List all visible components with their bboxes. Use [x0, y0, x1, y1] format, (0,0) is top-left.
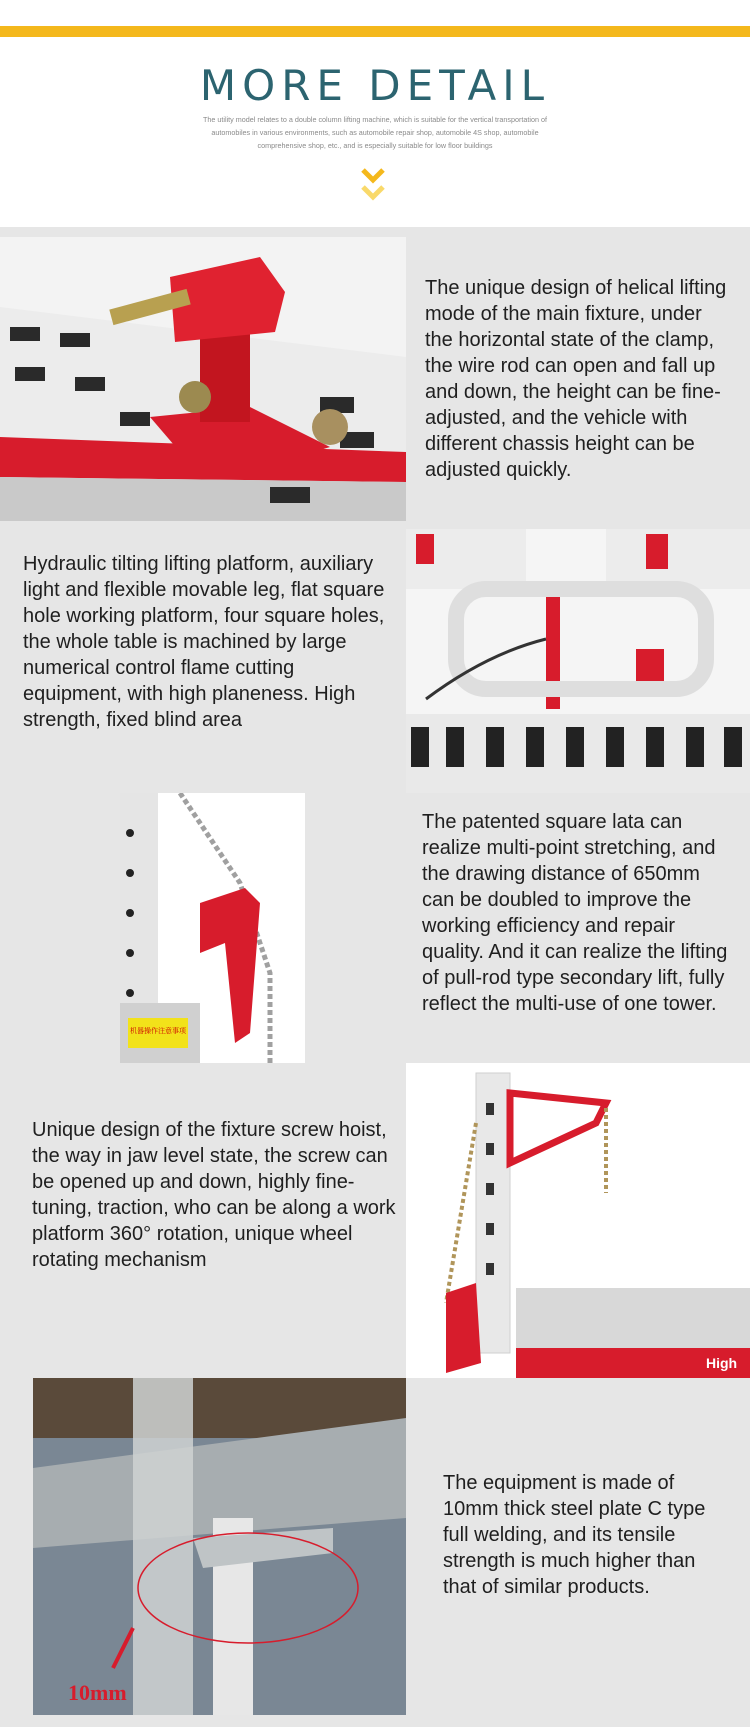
top-accent-bar [0, 26, 750, 37]
detail-row-5 [0, 1378, 750, 1727]
section-header [0, 37, 750, 227]
chevron-down-icon [360, 167, 386, 211]
tower-hoist-photo [406, 1063, 750, 1378]
brand-mark: High [706, 1355, 738, 1371]
header-description: The utility model relates to a double column lifting machine, which is suitable for the vertical transportation of automobiles in various environments, such as automobile repair shop, automobile 4S shop, automobile comprehensive shop, etc., and is especially suitable for low floor buildings [203, 115, 547, 150]
section-text: The unique design of helical lifting mode of the main fixture, under the horizontal state of the clamp, the wire rod can open and fall up and down, the height can be fine-adjusted, and the vehicle with different chassis height can be adjusted quickly. [425, 277, 727, 481]
steel-plate-caliper-photo [33, 1378, 406, 1715]
detail-row-3 [0, 793, 750, 1063]
detail-row-2 [0, 521, 750, 793]
section-text: The patented square lata can realize multi-point stretching, and the drawing distance of 650mm can be doubled to improve the working efficiency and repair quality. And it can realize the lifting of pull-rod type secondary lift, fully reflect the multi-use of one tower. [422, 811, 728, 1015]
section-text: Hydraulic tilting lifting platform, auxiliary light and flexible movable leg, flat square hole working platform, four square holes, the whole table is machined by large numerical control flame cutting equipment, with high planeness. High strength, fixed blind area [23, 553, 385, 731]
detail-row-1 [0, 227, 750, 521]
tower-chain-photo [120, 793, 305, 1063]
thickness-label: 10mm [68, 1680, 127, 1705]
warning-label: 机器操作注意事项 [130, 1027, 186, 1035]
clamp-fixture-photo [0, 237, 406, 521]
section-text: The equipment is made of 10mm thick steel plate C type full welding, and its tensile strength is much higher than that of similar products. [443, 1472, 706, 1598]
detail-row-4 [0, 1063, 750, 1378]
page-title: MORE DETAIL [199, 61, 551, 110]
section-text: Unique design of the fixture screw hoist, the way in jaw level state, the screw can be opened up and down, highly fine-tuning, traction, who can be along a work platform 360° rotation, unique wheel rotating mechanism [32, 1119, 396, 1271]
tilting-platform-photo [406, 529, 750, 793]
